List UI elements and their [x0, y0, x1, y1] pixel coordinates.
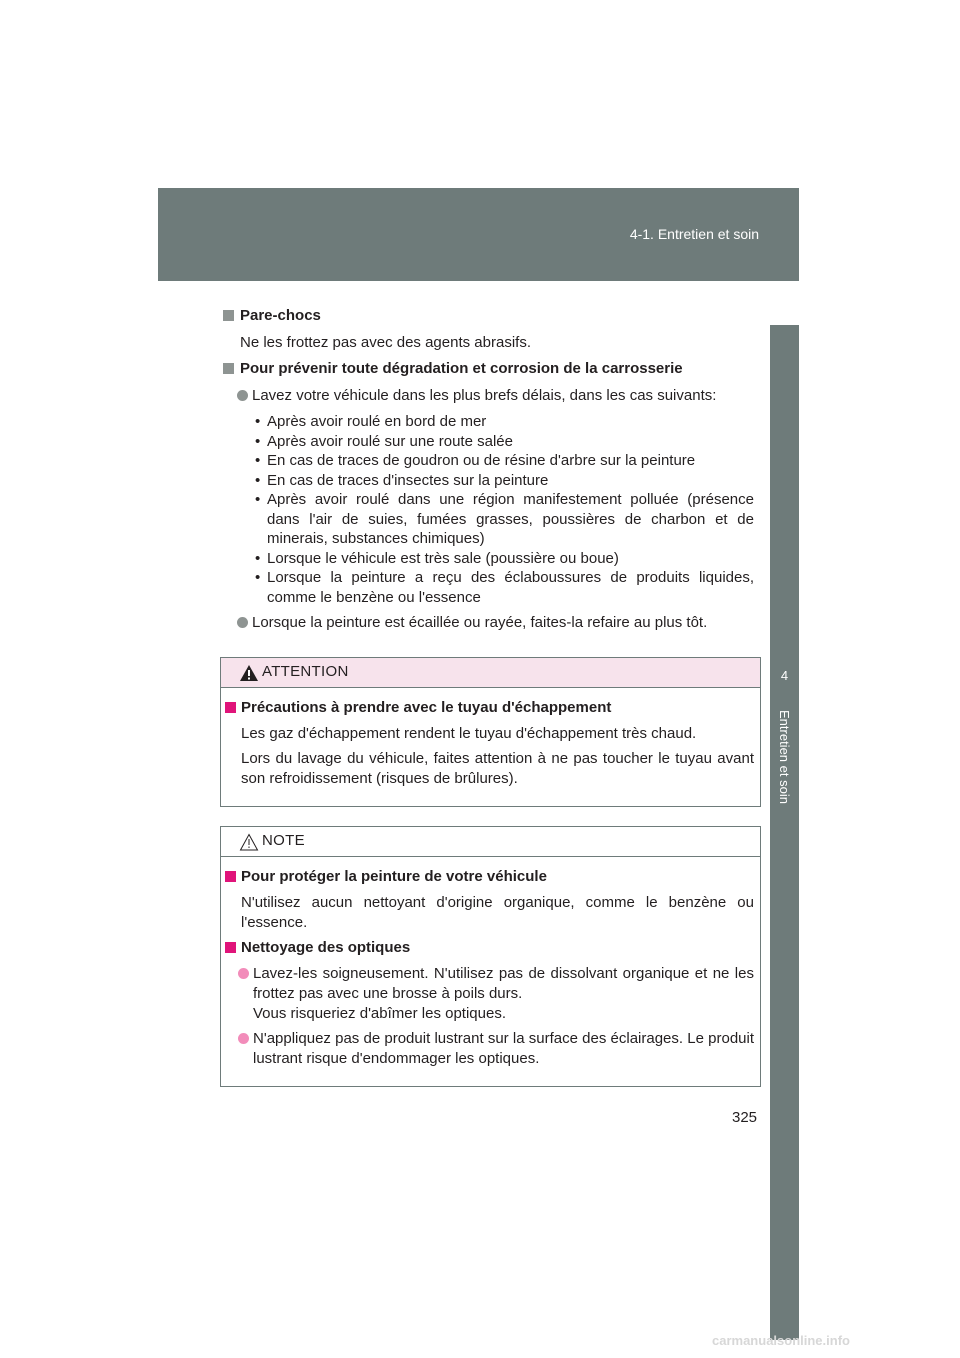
note-para-paint: N'utilisez aucun nettoyant d'origine organique, comme le benzène ou l'essence.: [241, 894, 754, 931]
page-number: 325: [732, 1109, 758, 1126]
note-heading-optics-text: Nettoyage des optiques: [241, 939, 411, 956]
list-item: [252, 451, 754, 471]
list-item: [252, 568, 754, 607]
watermark: carmanualsonline.info: [712, 1333, 850, 1348]
wash-item: [222, 386, 754, 406]
case-list: [222, 412, 754, 607]
bumper-heading: [222, 306, 754, 326]
optics-item-1: [224, 964, 754, 1024]
section-title: 4-1. Entretien et soin: [629, 226, 759, 242]
note-body: [221, 857, 760, 1086]
attention-para1: Les gaz d'échappement rendent le tuyau d'échappement très chaud.: [241, 725, 697, 742]
list-item-text: Après avoir roulé sur une route salée: [267, 432, 513, 450]
note-heading-paint-text: Pour protéger la peinture de votre véhicule: [241, 868, 547, 885]
bullet-dot-icon: •: [255, 432, 261, 450]
square-bullet-icon: [225, 942, 236, 953]
list-item: [252, 471, 754, 491]
square-bullet-icon: [225, 702, 236, 713]
note-box: [220, 826, 761, 1087]
optics-item-2-text: N'appliquez pas de produit lustrant sur la surface des éclairages. Le produit lustrant risque d'endommager les optiques.: [253, 1030, 754, 1067]
note-heading-optics: [224, 938, 754, 958]
square-bullet-icon: [223, 363, 234, 374]
bullet-dot-icon: •: [255, 569, 261, 586]
bullet-dot-icon: •: [255, 413, 261, 430]
list-item-text: Après avoir roulé dans une région manifestement polluée (présence dans l'air de suies, fumées grasses, poussières de charbon et de minerais, substances chimiques): [267, 491, 754, 547]
side-tab: [770, 325, 799, 650]
list-item: [252, 432, 754, 452]
note-header: [221, 827, 760, 857]
list-item-text: Après avoir roulé en bord de mer: [267, 413, 487, 430]
list-item-text: En cas de traces de goudron ou de résine d'arbre sur la peinture: [267, 452, 696, 469]
list-item-text: Lorsque la peinture a reçu des éclaboussures de produits liquides, comme le benzène ou l'essence: [267, 569, 754, 606]
list-item: [252, 490, 754, 549]
note-title: NOTE: [262, 832, 305, 849]
circle-bullet-icon: [238, 1033, 249, 1044]
wash-item-text: Lavez votre véhicule dans les plus brefs délais, dans les cas suivants:: [252, 386, 717, 404]
main-content: [222, 306, 754, 640]
optics-item-1-line2: Vous risqueriez d'abîmer les optiques.: [253, 1005, 507, 1022]
attention-heading: [224, 698, 754, 718]
bullet-dot-icon: •: [255, 471, 261, 489]
attention-body: [221, 688, 760, 806]
bullet-dot-icon: •: [255, 452, 261, 469]
square-bullet-icon: [225, 871, 236, 882]
chapter-number: 4: [770, 650, 799, 700]
attention-header: [221, 658, 760, 688]
attention-title: ATTENTION: [262, 663, 349, 680]
optics-item-1-line1: Lavez-les soigneusement. N'utilisez pas de dissolvant organique et ne les frottez pas avec une brosse à poils durs.: [253, 965, 754, 1002]
body-protection-heading-text: Pour prévenir toute dégradation et corrosion de la carrosserie: [240, 360, 683, 377]
chapter-label: Entretien et soin: [777, 710, 792, 804]
square-bullet-icon: [223, 310, 234, 321]
body-protection-heading: [222, 359, 754, 379]
chapter-label-tab: [770, 700, 799, 900]
circle-bullet-icon: [238, 968, 249, 979]
list-item: [252, 412, 754, 432]
attention-box: [220, 657, 761, 807]
list-item: [252, 549, 754, 569]
bullet-dot-icon: •: [255, 491, 261, 508]
paint-repair-item: [222, 613, 754, 633]
circle-bullet-icon: [237, 617, 248, 628]
bumper-text: Ne les frottez pas avec des agents abrasifs.: [240, 333, 531, 351]
optics-item-2: [224, 1029, 754, 1069]
list-item-text: Lorsque le véhicule est très sale (poussière ou boue): [267, 549, 619, 567]
bumper-heading-text: Pare-chocs: [240, 307, 321, 324]
attention-para2: Lors du lavage du véhicule, faites attention à ne pas toucher le tuyau avant son refroidissement (risques de brûlures).: [241, 750, 754, 787]
note-heading-paint: [224, 867, 754, 887]
header-band: [158, 188, 799, 281]
bullet-dot-icon: •: [255, 549, 261, 567]
side-tab-lower: [770, 900, 799, 1340]
list-item-text: En cas de traces d'insectes sur la peinture: [267, 471, 549, 489]
circle-bullet-icon: [237, 390, 248, 401]
paint-repair-text: Lorsque la peinture est écaillée ou rayée, faites-la refaire au plus tôt.: [252, 614, 708, 631]
attention-heading-text: Précautions à prendre avec le tuyau d'échappement: [241, 699, 612, 716]
caution-triangle-icon: [239, 833, 259, 851]
warning-triangle-icon: [239, 664, 259, 682]
